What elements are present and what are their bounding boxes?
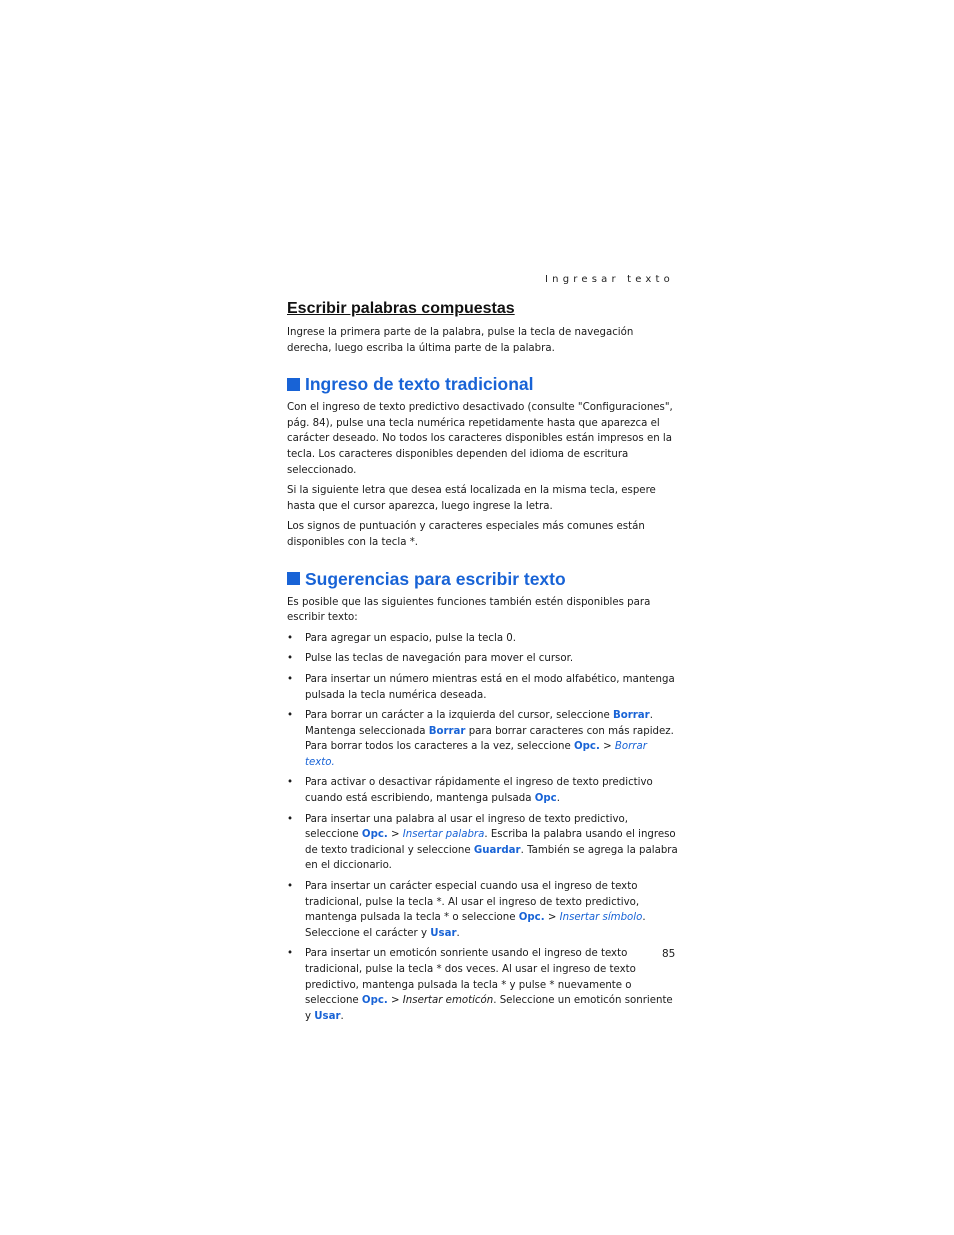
traditional-input-heading <box>287 372 679 396</box>
menu-separator: > <box>544 912 560 924</box>
menu-option-borrar-texto: Borrar texto. <box>305 741 647 768</box>
softkey-usar: Usar <box>430 927 457 939</box>
tips-list <box>287 631 679 1025</box>
softkey-opc: Opc. <box>518 912 545 924</box>
softkey-opc: Opc <box>534 793 557 805</box>
tip-text: Para insertar un emoticón sonriente usando el ingreso de texto tradicional, pulse la tecla * dos veces. Al usar el ingreso de texto predictivo, mantenga pulsada la tecla * y pulse * nuevamente o seleccione <box>305 948 636 1007</box>
tip-text: . Mantenga seleccionada <box>305 710 653 737</box>
list-item <box>287 946 679 1024</box>
tip-text: . Seleccione el carácter y <box>305 912 646 939</box>
bullet-icon: • <box>287 632 294 644</box>
bullet-icon: • <box>287 881 294 893</box>
list-item <box>287 879 679 941</box>
traditional-para-2: Si la siguiente letra que desea está localizada en la misma tecla, espere hasta que el cursor aparezca, luego ingrese la letra. <box>287 485 656 512</box>
list-item <box>287 812 679 874</box>
tips-intro: Es posible que las siguientes funciones también estén disponibles para escribir texto: <box>287 596 651 624</box>
menu-separator: > <box>387 995 403 1007</box>
tip-text: . <box>340 1010 344 1022</box>
tip-text: Para borrar un carácter a la izquierda del cursor, seleccione <box>305 710 613 722</box>
tip-text: . <box>456 927 460 939</box>
menu-separator: > <box>387 829 403 841</box>
section-square-icon <box>287 572 300 585</box>
tip-text: Para insertar un carácter especial cuando usa el ingreso de texto tradicional, pulse la tecla *. Al usar el ingreso de texto predictivo, mantenga pulsada la tecla * o seleccione <box>305 881 640 924</box>
traditional-para-3: Los signos de puntuación y caracteres especiales más comunes están disponibles con la tecla *. <box>287 521 645 548</box>
tip-text: Pulse las teclas de navegación para mover el cursor. <box>305 653 574 665</box>
softkey-guardar: Guardar <box>473 844 521 856</box>
bullet-icon: • <box>287 710 294 722</box>
tips-heading <box>287 567 679 591</box>
page-number: 85 <box>662 948 676 960</box>
list-item <box>287 672 679 703</box>
list-item <box>287 775 679 806</box>
bullet-icon: • <box>287 813 294 825</box>
tip-text: . <box>556 793 560 805</box>
menu-option-insertar-emoticon: Insertar emoticón <box>402 995 494 1007</box>
list-item <box>287 651 679 667</box>
tip-text: . Escriba la palabra usando el ingreso de texto tradicional y seleccione <box>305 829 676 856</box>
menu-option-insertar-palabra: Insertar palabra <box>402 829 485 841</box>
softkey-opc: Opc. <box>573 741 600 753</box>
bullet-icon: • <box>287 673 294 685</box>
tip-text: . También se agrega la palabra en el diccionario. <box>305 844 678 872</box>
compound-words-heading: Escribir palabras compuestas <box>287 300 515 317</box>
tip-text: Para activar o desactivar rápidamente el ingreso de texto predictivo cuando está escribiendo, mantenga pulsada <box>305 777 653 805</box>
menu-separator: > <box>599 741 615 753</box>
bullet-icon: • <box>287 948 294 960</box>
compound-words-body: Ingrese la primera parte de la palabra, pulse la tecla de navegación derecha, luego escriba la última parte de la palabra. <box>287 327 634 354</box>
softkey-opc: Opc. <box>361 829 388 841</box>
bullet-icon: • <box>287 653 294 665</box>
menu-option-insertar-simbolo: Insertar símbolo <box>559 912 643 924</box>
tip-text: Para insertar un número mientras está en el modo alfabético, mantenga pulsada la tecla numérica deseada. <box>305 673 675 701</box>
section-square-icon <box>287 378 300 391</box>
traditional-input-title: Ingreso de texto tradicional <box>305 374 534 395</box>
running-head: Ingresar texto <box>545 274 674 285</box>
tip-text: para borrar caracteres con más rapidez. Para borrar todos los caracteres a la vez, seleccione <box>305 725 674 753</box>
list-item <box>287 708 679 770</box>
tip-text: . Seleccione un emoticón sonriente y <box>305 995 673 1022</box>
softkey-borrar: Borrar <box>428 725 466 737</box>
tips-title: Sugerencias para escribir texto <box>305 568 566 589</box>
tip-text: Para insertar una palabra al usar el ingreso de texto predictivo, seleccione <box>305 813 628 841</box>
bullet-icon: • <box>287 777 294 789</box>
page-content <box>287 298 679 1029</box>
softkey-borrar: Borrar <box>613 710 650 722</box>
traditional-para-1: Con el ingreso de texto predictivo desactivado (consulte "Configuraciones", pág. 84), pulse una tecla numérica repetidamente hasta que aparezca el carácter deseado. No todos los caracteres disponibles están impresos en la tecla. Los caracteres disponibles dependen del idioma de escritura seleccionado. <box>287 402 673 476</box>
tip-text: Para agregar un espacio, pulse la tecla 0. <box>305 632 517 644</box>
list-item <box>287 631 679 647</box>
softkey-opc: Opc. <box>361 995 388 1007</box>
softkey-usar: Usar <box>314 1010 341 1022</box>
